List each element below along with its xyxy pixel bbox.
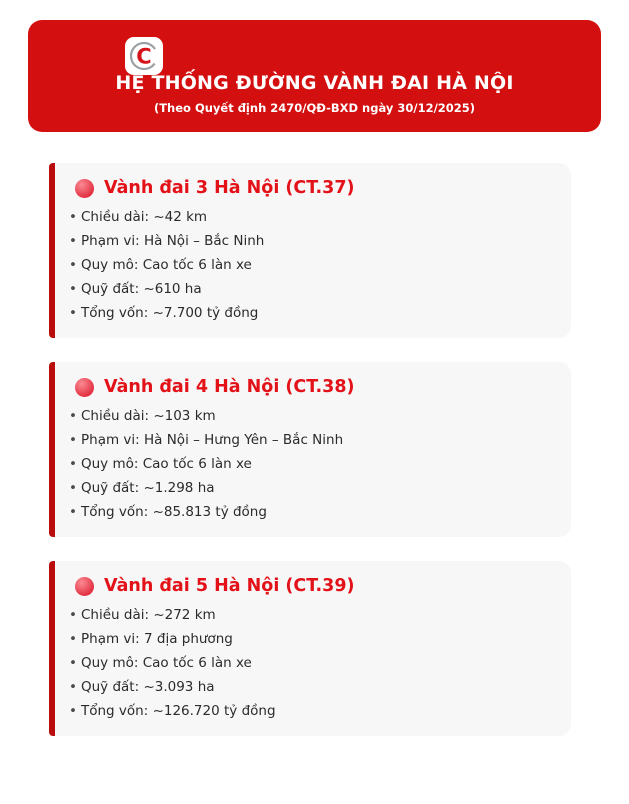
cards-list — [49, 163, 571, 760]
card-vanh-dai-3 — [49, 163, 571, 338]
item-bullet: • — [69, 432, 77, 448]
card-item-text: Phạm vi: Hà Nội – Bắc Ninh — [81, 233, 265, 249]
card-title: Vành đai 4 Hà Nội (CT.38) — [104, 377, 355, 397]
card-title-row — [75, 576, 555, 596]
list-item — [69, 500, 555, 524]
list-item — [69, 404, 555, 428]
card-title: Vành đai 3 Hà Nội (CT.37) — [104, 178, 355, 198]
card-items — [69, 603, 555, 723]
card-item-text: Tổng vốn: ~126.720 tỷ đồng — [81, 703, 276, 719]
card-item-text: Chiều dài: ~103 km — [81, 408, 216, 424]
card-item-text: Quỹ đất: ~3.093 ha — [81, 679, 215, 695]
card-vanh-dai-4 — [49, 362, 571, 537]
app-logo — [125, 37, 163, 75]
list-item — [69, 476, 555, 500]
item-bullet: • — [69, 281, 77, 297]
item-bullet: • — [69, 233, 77, 249]
card-item-text: Tổng vốn: ~7.700 tỷ đồng — [81, 305, 259, 321]
item-bullet: • — [69, 257, 77, 273]
item-bullet: • — [69, 631, 77, 647]
list-item — [69, 301, 555, 325]
item-bullet: • — [69, 655, 77, 671]
logo-c-icon — [125, 37, 163, 75]
item-bullet: • — [69, 408, 77, 424]
list-item — [69, 651, 555, 675]
red-dot-icon — [75, 179, 94, 198]
card-item-text: Phạm vi: Hà Nội – Hưng Yên – Bắc Ninh — [81, 432, 344, 448]
item-bullet: • — [69, 209, 77, 225]
item-bullet: • — [69, 456, 77, 472]
card-item-text: Quỹ đất: ~610 ha — [81, 281, 202, 297]
list-item — [69, 699, 555, 723]
page-subtitle: (Theo Quyết định 2470/QĐ-BXD ngày 30/12/2025) — [153, 101, 476, 115]
card-item-text: Phạm vi: 7 địa phương — [81, 631, 233, 647]
card-items — [69, 404, 555, 524]
card-item-text: Quy mô: Cao tốc 6 làn xe — [81, 257, 252, 273]
header-banner — [28, 20, 601, 132]
item-bullet: • — [69, 305, 77, 321]
card-vanh-dai-5 — [49, 561, 571, 736]
list-item — [69, 428, 555, 452]
red-dot-icon — [75, 577, 94, 596]
item-bullet: • — [69, 703, 77, 719]
item-bullet: • — [69, 607, 77, 623]
card-title: Vành đai 5 Hà Nội (CT.39) — [104, 576, 355, 596]
list-item — [69, 675, 555, 699]
card-title-row — [75, 178, 555, 198]
list-item — [69, 452, 555, 476]
card-item-text: Chiều dài: ~42 km — [81, 209, 208, 225]
list-item — [69, 627, 555, 651]
card-item-text: Tổng vốn: ~85.813 tỷ đồng — [81, 504, 267, 520]
card-item-text: Quỹ đất: ~1.298 ha — [81, 480, 215, 496]
card-item-text: Chiều dài: ~272 km — [81, 607, 216, 623]
page-title: HỆ THỐNG ĐƯỜNG VÀNH ĐAI HÀ NỘI — [115, 72, 514, 94]
card-title-row — [75, 377, 555, 397]
list-item — [69, 277, 555, 301]
list-item — [69, 205, 555, 229]
card-item-text: Quy mô: Cao tốc 6 làn xe — [81, 456, 252, 472]
card-items — [69, 205, 555, 325]
logo-letter: C — [136, 44, 152, 69]
item-bullet: • — [69, 679, 77, 695]
list-item — [69, 229, 555, 253]
list-item — [69, 603, 555, 627]
item-bullet: • — [69, 504, 77, 520]
item-bullet: • — [69, 480, 77, 496]
list-item — [69, 253, 555, 277]
red-dot-icon — [75, 378, 94, 397]
card-item-text: Quy mô: Cao tốc 6 làn xe — [81, 655, 252, 671]
